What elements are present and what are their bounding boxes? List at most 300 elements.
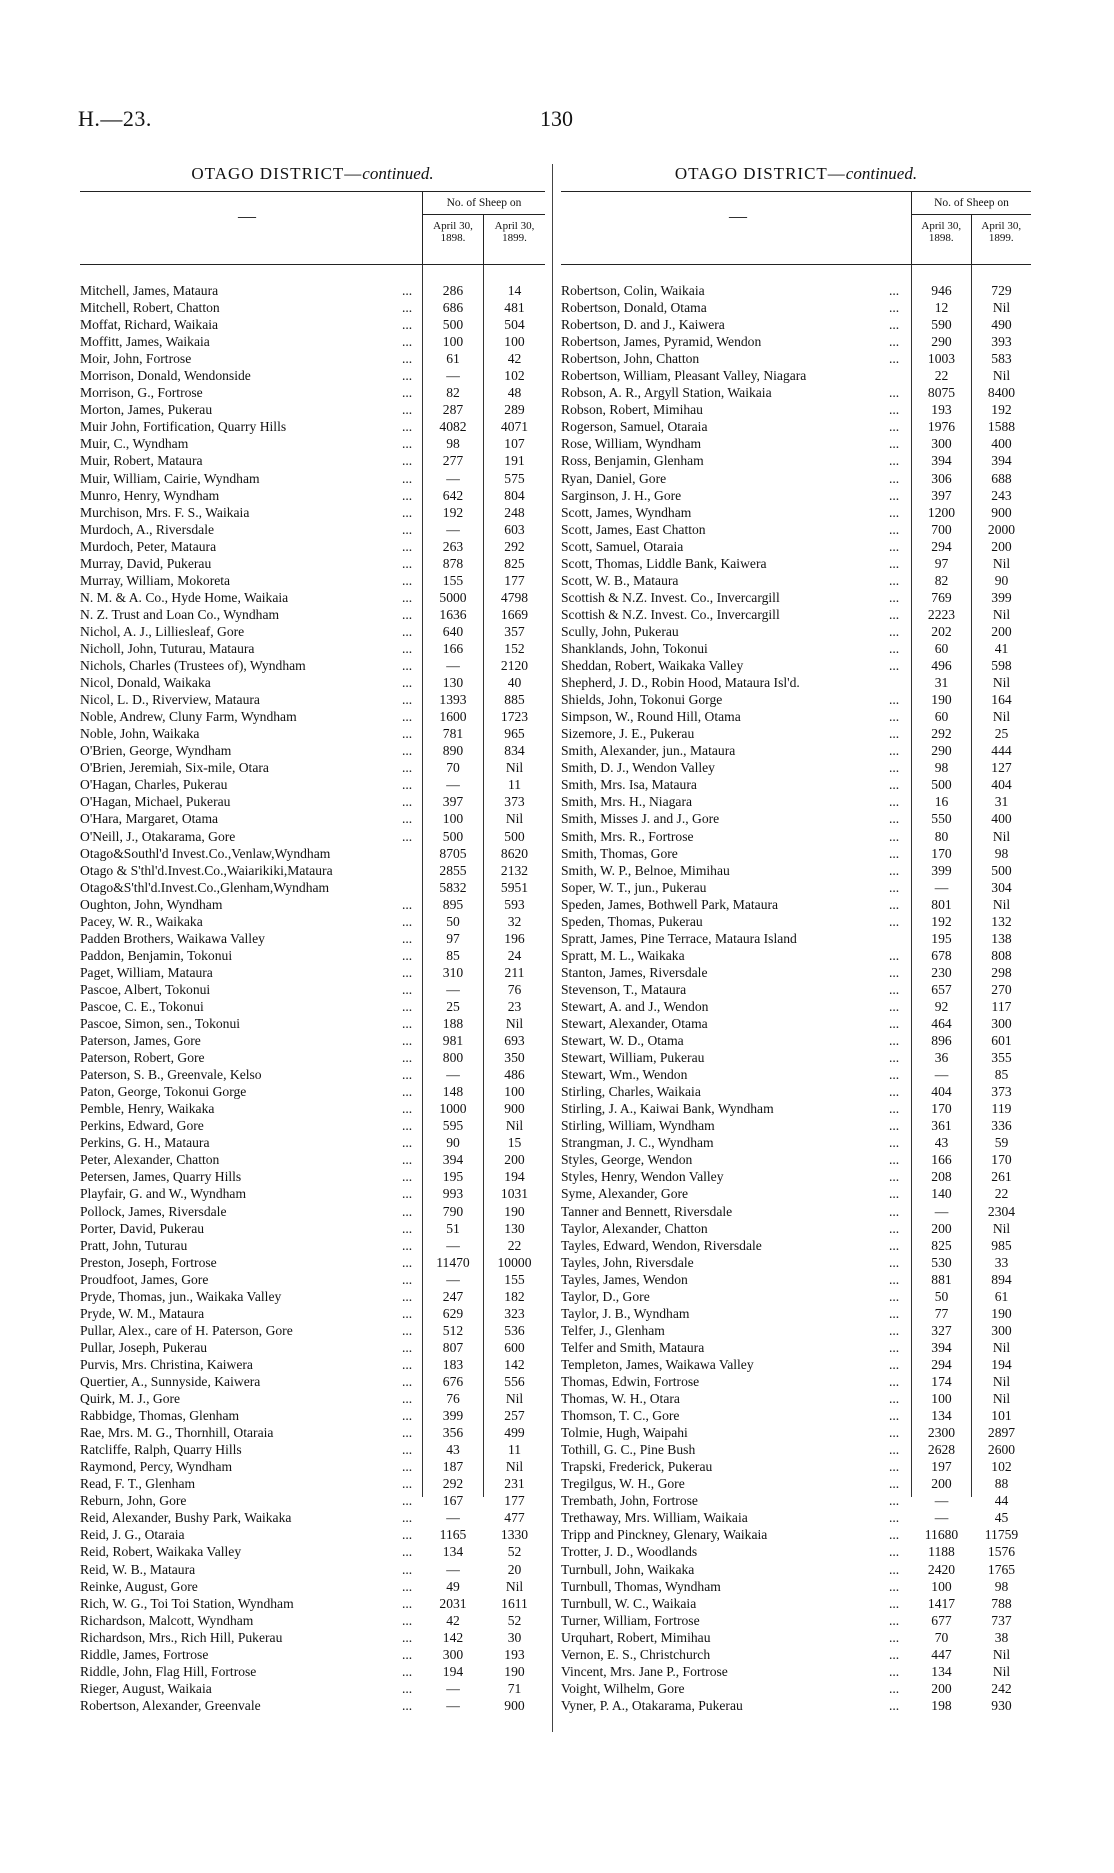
sheep-1899: 22 [994, 1186, 1009, 1202]
sheep-1899: 193 [504, 1646, 525, 1662]
leader-dots: ... [889, 334, 900, 350]
owner-name: Perkins, Edward, Gore [80, 1118, 204, 1134]
owner-name: Otago&Southl'd Invest.Co.,Venlaw,Wyndham [80, 845, 331, 861]
sheep-1899: 600 [504, 1339, 525, 1355]
sheep-1898: 82 [446, 385, 460, 401]
sheep-1899: 500 [991, 862, 1012, 878]
owner-name: Muir, Robert, Mataura [80, 453, 203, 469]
leader-dots: ... [402, 283, 413, 298]
table-row [561, 1612, 1031, 1629]
sheep-1898: 361 [931, 1118, 952, 1134]
leader-dots: ... [402, 709, 413, 725]
sheep-1899: 808 [991, 947, 1012, 963]
leader-dots: ... [889, 1288, 900, 1304]
sheep-1899: 270 [991, 981, 1012, 997]
table-row [80, 1629, 545, 1646]
sheep-1899: 1588 [987, 419, 1016, 435]
sheep-1898: 640 [442, 623, 464, 639]
sheep-1899: 486 [504, 1067, 525, 1083]
sheep-1898: — [446, 777, 460, 793]
table-row [561, 674, 1031, 691]
sheep-1898: 92 [934, 998, 949, 1014]
leader-dots: ... [402, 1476, 413, 1492]
sheep-1899: 194 [991, 1356, 1012, 1372]
table-body [80, 265, 545, 1714]
sheep-1899: 22 [507, 1237, 522, 1253]
table-row [561, 776, 1031, 793]
owner-name: Pullar, Alex., care of H. Paterson, Gore [80, 1322, 293, 1338]
leader-dots: ... [402, 1408, 413, 1424]
table-row [80, 1390, 545, 1407]
sheep-1898: 100 [931, 1391, 952, 1407]
sheep-1898: 77 [934, 1305, 949, 1321]
sheep-1899: 196 [504, 930, 525, 946]
leader-dots: ... [402, 419, 413, 435]
sheep-1899: 2000 [987, 521, 1016, 537]
table-row [561, 452, 1031, 469]
table-row [561, 1509, 1031, 1526]
leader-dots: ... [889, 1169, 900, 1185]
sheep-1898: 200 [931, 1220, 952, 1236]
sheep-1898: 198 [931, 1697, 952, 1713]
owner-name: Robertson, John, Chatton [561, 351, 700, 367]
sheep-1898: 31 [934, 675, 949, 691]
leader-dots: ... [402, 487, 413, 503]
sheep-1898: 394 [442, 1152, 464, 1168]
leader-dots: ... [889, 1476, 900, 1492]
sheep-1899: Nil [992, 709, 1011, 725]
sheep-1898: 60 [934, 640, 949, 656]
sheep-1899: 200 [991, 623, 1012, 639]
owner-name: Robertson, Donald, Otama [561, 300, 707, 316]
table-row [80, 913, 545, 930]
sheep-1899: 24 [507, 947, 522, 963]
sheep-1898: 550 [931, 811, 952, 827]
owner-name: Moir, John, Fortrose [80, 351, 192, 367]
sheep-1899: 2897 [987, 1425, 1016, 1441]
sheep-1898: 170 [931, 845, 952, 861]
owner-name: Nicholl, John, Tuturau, Mataura [80, 640, 255, 656]
sheep-1899: 52 [507, 1612, 522, 1628]
owner-name: Stirling, J. A., Kaiwai Bank, Wyndham [561, 1101, 774, 1117]
owner-name: Smith, Alexander, jun., Mataura [561, 743, 736, 759]
owner-name: Paterson, Robert, Gore [80, 1050, 205, 1066]
sheep-1898: 167 [442, 1493, 464, 1509]
sheep-1899: 1031 [500, 1186, 529, 1202]
leader-dots: ... [402, 1254, 413, 1270]
leader-dots: ... [402, 1612, 413, 1628]
sheep-1898: 676 [442, 1374, 464, 1389]
leader-dots: ... [889, 1510, 900, 1526]
leader-dots: ... [889, 692, 900, 708]
table-row [561, 759, 1031, 776]
sheep-1898: 2300 [927, 1425, 956, 1441]
sheep-1899: Nil [505, 760, 524, 776]
table-row [80, 1151, 545, 1168]
leader-dots: ... [889, 1135, 900, 1151]
leader-dots: ... [889, 1220, 900, 1236]
sheep-1899: 138 [991, 930, 1012, 946]
sheep-1898: 193 [931, 402, 952, 418]
sheep-1898: 100 [442, 811, 464, 827]
table-row [561, 1697, 1031, 1714]
sheep-1898: 496 [931, 658, 952, 674]
owner-name: Spratt, James, Pine Terrace, Mataura Island [561, 930, 797, 946]
owner-name: Paterson, S. B., Greenvale, Kelso [80, 1067, 262, 1083]
table-row [561, 435, 1031, 452]
sheep-1899: 45 [994, 1510, 1009, 1526]
sheep-1898: 130 [442, 675, 464, 691]
table-row [561, 1578, 1031, 1595]
owner-name: Scottish & N.Z. Invest. Co., Invercargill [561, 606, 780, 622]
sheep-1899: 38 [994, 1629, 1009, 1645]
sheep-1898: 447 [931, 1646, 952, 1662]
sheep-1898: 1636 [439, 606, 467, 622]
owner-name: Tripp and Pinckney, Glenary, Waikaia [561, 1527, 768, 1543]
table-row [80, 1578, 545, 1595]
sheep-1898: 1976 [927, 419, 956, 435]
leader-dots: ... [889, 1101, 900, 1117]
owner-name: Murray, William, Mokoreta [80, 572, 231, 588]
leader-dots: ... [402, 453, 413, 469]
owner-name: Trapski, Frederick, Pukerau [561, 1459, 713, 1475]
table-row [80, 1100, 545, 1117]
header-group [911, 192, 1031, 264]
sheep-1899: Nil [992, 368, 1011, 384]
leader-dots: ... [402, 692, 413, 708]
sheep-1898: 300 [442, 1646, 464, 1662]
owner-name: Padden Brothers, Waikawa Valley [80, 930, 265, 946]
table-row [561, 299, 1031, 316]
table-row [80, 452, 545, 469]
owner-name: Mitchell, Robert, Chatton [80, 300, 220, 316]
sheep-1899: 965 [504, 726, 525, 742]
owner-name: Speden, James, Bothwell Park, Mataura [561, 896, 779, 912]
owner-name: Reburn, John, Gore [80, 1493, 187, 1509]
sheep-1898: 310 [442, 964, 464, 980]
owner-name: Simpson, W., Round Hill, Otama [561, 709, 741, 725]
owner-name: Nichols, Charles (Trustees of), Wyndham [80, 658, 306, 674]
sheep-1899: 8400 [987, 385, 1016, 401]
leader-dots: ... [402, 1442, 413, 1458]
sheep-1898: 49 [446, 1578, 460, 1594]
sheep-1898: 677 [931, 1612, 952, 1628]
leader-dots: ... [889, 1442, 900, 1458]
leader-dots: ... [889, 521, 900, 537]
table-row [80, 1203, 545, 1220]
owner-name: Vyner, P. A., Otakarama, Pukerau [561, 1697, 743, 1713]
owner-name: Pryde, W. M., Mataura [80, 1305, 205, 1321]
table-row [80, 1475, 545, 1492]
sheep-1899: 44 [994, 1493, 1009, 1509]
leader-dots: ... [402, 1016, 413, 1032]
sheep-1899: 40 [507, 675, 522, 691]
sheep-1898: 1000 [439, 1101, 467, 1117]
table-row [561, 1561, 1031, 1578]
sheep-1898: 896 [931, 1033, 952, 1049]
table-header [80, 191, 545, 265]
sheep-1898: — [446, 470, 460, 486]
leader-dots: ... [889, 1203, 900, 1219]
sheep-1899: 2600 [987, 1442, 1016, 1458]
sheep-1898: — [446, 1271, 460, 1287]
sheep-1898: 22 [934, 368, 949, 384]
sheep-1899: 101 [991, 1408, 1012, 1424]
owner-name: Taylor, D., Gore [561, 1288, 650, 1304]
sheep-1898: 306 [931, 470, 952, 486]
owner-name: O'Hara, Margaret, Otama [80, 811, 219, 827]
owner-name: Quertier, A., Sunnyside, Kaiwera [80, 1374, 261, 1389]
leader-dots: ... [402, 913, 413, 929]
owner-name: Turnbull, W. C., Waikaia [561, 1595, 697, 1611]
sheep-1899: 490 [991, 317, 1012, 333]
table-row [561, 316, 1031, 333]
owner-name: Morrison, Donald, Wendonside [80, 368, 251, 384]
sheep-1899: 825 [504, 555, 525, 571]
sheep-1899: 15 [507, 1135, 522, 1151]
leader-dots: ... [889, 487, 900, 503]
sheep-1898: 286 [442, 283, 464, 298]
owner-name: Styles, Henry, Wendon Valley [561, 1169, 724, 1185]
table-row [80, 1492, 545, 1509]
sheep-1899: 323 [504, 1305, 525, 1321]
sheep-1899: 164 [991, 692, 1012, 708]
table-row [80, 418, 545, 435]
sheep-1899: 71 [507, 1680, 522, 1696]
owner-name: Tolmie, Hugh, Waipahi [561, 1425, 688, 1441]
sheep-1898: 404 [931, 1084, 952, 1100]
header-col-1899: April 30, 1899. [494, 220, 535, 244]
leader-dots: ... [889, 1118, 900, 1134]
leader-dots: ... [889, 1697, 900, 1713]
table-row [561, 657, 1031, 674]
table-row [561, 1322, 1031, 1339]
table-row [80, 384, 545, 401]
table-row [80, 1049, 545, 1066]
sheep-1899: 170 [991, 1152, 1012, 1168]
table-row [561, 725, 1031, 742]
owner-name: Oughton, John, Wyndham [80, 896, 223, 912]
sheep-1899: 42 [507, 351, 522, 367]
owner-name: Stewart, Alexander, Otama [561, 1016, 708, 1032]
leader-dots: ... [889, 1595, 900, 1611]
owner-name: Quirk, M. J., Gore [80, 1391, 181, 1407]
leader-dots: ... [402, 334, 413, 350]
owner-name: Reid, W. B., Mataura [80, 1561, 196, 1577]
owner-name: Noble, Andrew, Cluny Farm, Wyndham [80, 709, 297, 725]
table-row [561, 1526, 1031, 1543]
table-row [561, 1117, 1031, 1134]
sheep-1899: 556 [504, 1374, 525, 1389]
sheep-1898: 148 [442, 1084, 464, 1100]
sheep-1898: 61 [446, 351, 460, 367]
sheep-1899: 601 [991, 1033, 1012, 1049]
sheep-1898: 790 [442, 1203, 464, 1219]
table-row [561, 691, 1031, 708]
table-row [561, 913, 1031, 930]
owner-name: Paddon, Benjamin, Tokonui [80, 947, 233, 963]
table-row [80, 947, 545, 964]
sheep-1899: 593 [504, 896, 525, 912]
sheep-1898: 290 [931, 334, 952, 350]
leader-dots: ... [889, 1663, 900, 1679]
table-row [80, 367, 545, 384]
sheep-1898: 700 [931, 521, 952, 537]
sheep-1898: 76 [446, 1391, 460, 1407]
sheep-1899: 76 [507, 981, 522, 997]
owner-name: Stevenson, T., Mataura [561, 981, 687, 997]
sheep-1899: 14 [507, 283, 522, 298]
sheep-1899: 1330 [500, 1527, 529, 1543]
sheep-1899: 4071 [500, 419, 529, 435]
owner-name: Paterson, James, Gore [80, 1033, 201, 1049]
owner-name: Pemble, Henry, Waikaka [80, 1101, 215, 1117]
owner-name: Stewart, William, Pukerau [561, 1050, 705, 1066]
table-row [80, 1083, 545, 1100]
table-row [80, 1612, 545, 1629]
table-row [80, 1339, 545, 1356]
owner-name: Vernon, E. S., Christchurch [561, 1646, 711, 1662]
owner-name: Morton, James, Pukerau [80, 402, 213, 418]
header-dash: — [729, 206, 747, 226]
table-row [80, 896, 545, 913]
owner-name: Smith, Thomas, Gore [561, 845, 678, 861]
sheep-1899: 500 [504, 828, 525, 844]
leader-dots: ... [402, 1680, 413, 1696]
table-row [80, 930, 545, 947]
owner-name: Templeton, James, Waikawa Valley [561, 1356, 754, 1372]
owner-name: Styles, George, Wendon [561, 1152, 693, 1168]
sheep-1898: — [446, 1067, 460, 1083]
sheep-1899: Nil [992, 1339, 1011, 1355]
table-row [80, 435, 545, 452]
sheep-1899: 8620 [500, 845, 529, 861]
owner-name: Stirling, Charles, Waikaia [561, 1084, 701, 1100]
sheep-1899: 900 [991, 504, 1012, 520]
sheep-1899: 894 [991, 1271, 1012, 1287]
table-row [561, 1134, 1031, 1151]
owner-name: Tayles, James, Wendon [561, 1271, 688, 1287]
sheep-1898: 5000 [439, 589, 467, 605]
table-row [80, 1373, 545, 1390]
leader-dots: ... [402, 1322, 413, 1338]
owner-name: O'Brien, Jeremiah, Six-mile, Otara [80, 760, 269, 776]
owner-name: Rose, William, Wyndham [561, 436, 702, 452]
leader-dots: ... [402, 1646, 413, 1662]
table-row [561, 964, 1031, 981]
sheep-1898: 97 [446, 930, 460, 946]
sheep-1899: 444 [991, 743, 1012, 759]
owner-name: Smith, Mrs. H., Niagara [561, 794, 693, 810]
sheep-1898: 294 [931, 1356, 952, 1372]
leader-dots: ... [402, 981, 413, 997]
table-row [561, 845, 1031, 862]
header-col-1899: April 30, 1899. [981, 220, 1022, 244]
sheep-1899: 2132 [500, 862, 529, 878]
table-row [561, 1203, 1031, 1220]
sheep-1899: 191 [504, 453, 525, 469]
sheep-1898: — [446, 1697, 460, 1713]
leader-dots: ... [889, 470, 900, 486]
sheep-1899: Nil [505, 1118, 524, 1134]
sheep-1899: 481 [504, 300, 525, 316]
leader-dots: ... [889, 964, 900, 980]
sheep-1898: 134 [931, 1663, 952, 1679]
sheep-1899: 211 [504, 964, 525, 980]
table-row [80, 1424, 545, 1441]
table-row [561, 1407, 1031, 1424]
leader-dots: ... [402, 794, 413, 810]
owner-name: Muir, C., Wyndham [80, 436, 189, 452]
table-row [561, 810, 1031, 827]
leader-dots: ... [889, 896, 900, 912]
owner-name: Nicol, L. D., Riverview, Mataura [80, 692, 260, 708]
sheep-1899: 152 [504, 640, 525, 656]
table-row [80, 742, 545, 759]
sheep-1899: 52 [507, 1544, 522, 1560]
table-row [561, 930, 1031, 947]
sheep-1899: 355 [991, 1050, 1012, 1066]
leader-dots: ... [402, 743, 413, 759]
sheep-1898: 230 [931, 964, 952, 980]
table-row [80, 674, 545, 691]
leader-dots: ... [402, 1152, 413, 1168]
sheep-1899: 930 [991, 1697, 1012, 1713]
table-row [561, 401, 1031, 418]
leader-dots: ... [402, 1544, 413, 1560]
sheep-1898: — [934, 1067, 949, 1083]
column-divider [552, 164, 553, 1732]
owner-name: Preston, Joseph, Fortrose [80, 1254, 217, 1270]
sheep-1899: 885 [504, 692, 525, 708]
leader-dots: ... [889, 1612, 900, 1628]
leader-dots: ... [402, 964, 413, 980]
table-header [561, 191, 1031, 265]
sheep-1899: Nil [992, 828, 1011, 844]
leader-dots: ... [402, 1527, 413, 1543]
sheep-1898: — [934, 1493, 949, 1509]
sheep-1898: 100 [931, 1578, 952, 1594]
sheep-1899: 10000 [497, 1254, 532, 1270]
owner-name: Otago & S'thl'd.Invest.Co.,Waiarikiki,Mataura [80, 862, 333, 878]
leader-dots: ... [402, 521, 413, 537]
sheep-1898: 399 [442, 1408, 464, 1424]
owner-name: Pascoe, C. E., Tokonui [80, 998, 204, 1014]
owner-name: Scottish & N.Z. Invest. Co., Invercargill [561, 589, 780, 605]
sheep-1899: 536 [504, 1322, 525, 1338]
table-row [561, 1663, 1031, 1680]
owner-name: Pascoe, Simon, sen., Tokonui [80, 1016, 241, 1032]
sheep-1898: 5832 [439, 879, 467, 895]
header-group-label: No. of Sheep on [912, 192, 1031, 215]
leader-dots: ... [889, 879, 900, 895]
table-row [80, 657, 545, 674]
sheep-1898: 800 [442, 1050, 464, 1066]
leader-dots: ... [889, 453, 900, 469]
table-row [561, 947, 1031, 964]
table-row [80, 828, 545, 845]
leader-dots: ... [402, 385, 413, 401]
leader-dots: ... [402, 538, 413, 554]
sheep-1898: 500 [442, 828, 464, 844]
leader-dots: ... [889, 862, 900, 878]
leader-dots: ... [889, 760, 900, 776]
sheep-1898: 195 [442, 1169, 464, 1185]
sheep-1898: 2031 [439, 1595, 467, 1611]
owner-name: Paget, William, Mataura [80, 964, 213, 980]
sheep-1899: 373 [991, 1084, 1012, 1100]
sheep-1898: — [446, 1510, 460, 1526]
